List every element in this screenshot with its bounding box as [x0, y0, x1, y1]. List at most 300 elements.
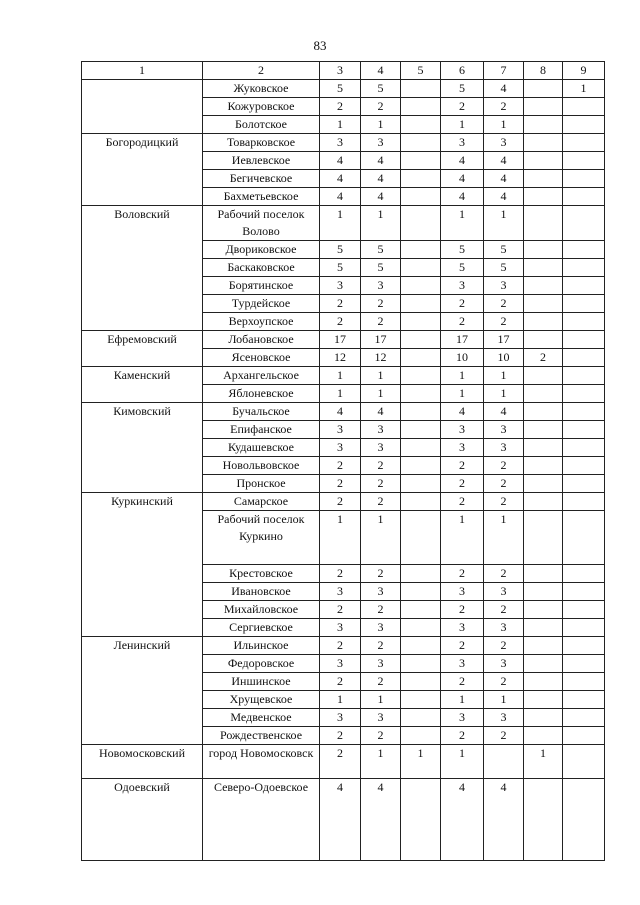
- value-cell: 2: [320, 565, 361, 583]
- value-cell: [563, 709, 605, 727]
- value-cell: [563, 385, 605, 403]
- value-cell: [524, 583, 563, 601]
- page-number: 83: [313, 38, 327, 53]
- value-cell: [401, 277, 441, 295]
- locality-cell: Сергиевское: [203, 619, 320, 637]
- table-row: [82, 601, 605, 619]
- value-cell: 1: [441, 385, 484, 403]
- value-cell: 1: [320, 116, 361, 134]
- locality-cell: Яблоневское: [203, 385, 320, 403]
- district-cell: [82, 511, 203, 565]
- value-cell: [401, 152, 441, 170]
- value-cell: 3: [361, 134, 401, 152]
- column-header: 8: [524, 62, 563, 80]
- locality-cell: город Новомосковск: [203, 745, 320, 779]
- value-cell: [401, 295, 441, 313]
- value-cell: 5: [320, 259, 361, 277]
- value-cell: 17: [320, 331, 361, 349]
- value-cell: 1: [441, 206, 484, 241]
- value-cell: 17: [441, 331, 484, 349]
- district-cell: Богородицкий: [82, 134, 203, 152]
- value-cell: [401, 779, 441, 861]
- value-cell: [563, 134, 605, 152]
- district-cell: [82, 277, 203, 295]
- value-cell: [563, 116, 605, 134]
- district-cell: Ленинский: [82, 637, 203, 655]
- district-cell: [82, 80, 203, 98]
- value-cell: [563, 439, 605, 457]
- value-cell: 2: [441, 98, 484, 116]
- locality-cell: Самарское: [203, 493, 320, 511]
- locality-cell: Северо-Одоевское: [203, 779, 320, 861]
- value-cell: 1: [361, 745, 401, 779]
- value-cell: [401, 170, 441, 188]
- value-cell: 4: [484, 152, 524, 170]
- locality-cell: Рабочий поселок Куркино: [203, 511, 320, 565]
- value-cell: 1: [484, 116, 524, 134]
- value-cell: 3: [484, 439, 524, 457]
- district-cell: [82, 116, 203, 134]
- locality-cell: Турдейское: [203, 295, 320, 313]
- locality-cell: Хрущевское: [203, 691, 320, 709]
- value-cell: [524, 206, 563, 241]
- locality-cell: Борятинское: [203, 277, 320, 295]
- value-cell: [524, 709, 563, 727]
- value-cell: [524, 134, 563, 152]
- locality-cell: Ивановское: [203, 583, 320, 601]
- value-cell: [563, 331, 605, 349]
- value-cell: 1: [441, 745, 484, 779]
- table-row: [82, 295, 605, 313]
- value-cell: 2: [361, 601, 401, 619]
- value-cell: [524, 170, 563, 188]
- locality-cell: Михайловское: [203, 601, 320, 619]
- value-cell: 1: [441, 691, 484, 709]
- column-header: 9: [563, 62, 605, 80]
- value-cell: [401, 583, 441, 601]
- value-cell: [563, 152, 605, 170]
- table-row: [82, 241, 605, 259]
- value-cell: [401, 134, 441, 152]
- district-cell: [82, 259, 203, 277]
- value-cell: 5: [320, 80, 361, 98]
- locality-cell: Кожуровское: [203, 98, 320, 116]
- locality-cell: Иевлевское: [203, 152, 320, 170]
- value-cell: 2: [361, 457, 401, 475]
- value-cell: 3: [320, 277, 361, 295]
- locality-cell: Ильинское: [203, 637, 320, 655]
- value-cell: [524, 619, 563, 637]
- value-cell: [401, 403, 441, 421]
- district-cell: [82, 349, 203, 367]
- value-cell: 1: [361, 691, 401, 709]
- value-cell: [524, 457, 563, 475]
- value-cell: [401, 331, 441, 349]
- value-cell: [524, 259, 563, 277]
- value-cell: 2: [441, 601, 484, 619]
- value-cell: [563, 779, 605, 861]
- value-cell: [401, 493, 441, 511]
- value-cell: 3: [320, 421, 361, 439]
- value-cell: [524, 367, 563, 385]
- value-cell: 2: [484, 313, 524, 331]
- value-cell: 2: [361, 637, 401, 655]
- value-cell: [524, 313, 563, 331]
- value-cell: 1: [320, 385, 361, 403]
- value-cell: 2: [361, 313, 401, 331]
- value-cell: 3: [361, 619, 401, 637]
- value-cell: [563, 421, 605, 439]
- district-cell: [82, 439, 203, 457]
- value-cell: [524, 601, 563, 619]
- locality-cell: Баскаковское: [203, 259, 320, 277]
- district-cell: [82, 152, 203, 170]
- value-cell: [563, 475, 605, 493]
- table-row: [82, 779, 605, 861]
- value-cell: 10: [484, 349, 524, 367]
- value-cell: 2: [441, 673, 484, 691]
- value-cell: 4: [441, 188, 484, 206]
- value-cell: 2: [361, 727, 401, 745]
- district-cell: [82, 188, 203, 206]
- value-cell: 5: [361, 241, 401, 259]
- table-row: [82, 421, 605, 439]
- locality-cell: Крестовское: [203, 565, 320, 583]
- value-cell: 2: [361, 98, 401, 116]
- value-cell: 2: [320, 745, 361, 779]
- value-cell: [563, 583, 605, 601]
- value-cell: [524, 188, 563, 206]
- value-cell: [563, 727, 605, 745]
- value-cell: [401, 188, 441, 206]
- value-cell: [401, 511, 441, 565]
- locality-cell: Кудашевское: [203, 439, 320, 457]
- value-cell: [401, 349, 441, 367]
- value-cell: 3: [441, 134, 484, 152]
- value-cell: 2: [320, 295, 361, 313]
- value-cell: [524, 403, 563, 421]
- value-cell: [524, 80, 563, 98]
- district-cell: Каменский: [82, 367, 203, 385]
- value-cell: 4: [320, 403, 361, 421]
- value-cell: [401, 475, 441, 493]
- table-row: [82, 313, 605, 331]
- value-cell: [401, 673, 441, 691]
- district-cell: [82, 565, 203, 583]
- value-cell: 3: [441, 583, 484, 601]
- column-header: 6: [441, 62, 484, 80]
- value-cell: 4: [361, 170, 401, 188]
- value-cell: 17: [361, 331, 401, 349]
- locality-cell: Бахметьевское: [203, 188, 320, 206]
- value-cell: [524, 691, 563, 709]
- locality-cell: Верхоупское: [203, 313, 320, 331]
- value-cell: [524, 421, 563, 439]
- value-cell: 5: [320, 241, 361, 259]
- table-row: [82, 637, 605, 655]
- value-cell: 4: [361, 152, 401, 170]
- value-cell: [563, 403, 605, 421]
- value-cell: [563, 277, 605, 295]
- value-cell: [524, 511, 563, 565]
- value-cell: 2: [484, 601, 524, 619]
- value-cell: 3: [361, 709, 401, 727]
- table-row: [82, 206, 605, 241]
- value-cell: 3: [484, 655, 524, 673]
- table-row: [82, 511, 605, 565]
- table-row: [82, 691, 605, 709]
- value-cell: 4: [320, 188, 361, 206]
- table-row: [82, 403, 605, 421]
- column-header: 2: [203, 62, 320, 80]
- table-row: [82, 134, 605, 152]
- value-cell: 2: [484, 673, 524, 691]
- value-cell: [563, 601, 605, 619]
- value-cell: 2: [484, 457, 524, 475]
- value-cell: [524, 385, 563, 403]
- column-header: 1: [82, 62, 203, 80]
- locality-cell: Епифанское: [203, 421, 320, 439]
- value-cell: [563, 565, 605, 583]
- value-cell: [401, 691, 441, 709]
- value-cell: 1: [361, 385, 401, 403]
- district-cell: [82, 583, 203, 601]
- district-cell: Новомосковский: [82, 745, 203, 779]
- value-cell: 4: [320, 170, 361, 188]
- value-cell: 5: [441, 259, 484, 277]
- value-cell: 1: [320, 367, 361, 385]
- district-cell: Кимовский: [82, 403, 203, 421]
- column-header: 4: [361, 62, 401, 80]
- value-cell: [563, 295, 605, 313]
- value-cell: [524, 241, 563, 259]
- value-cell: [563, 313, 605, 331]
- value-cell: 2: [320, 475, 361, 493]
- value-cell: [524, 655, 563, 673]
- value-cell: 2: [441, 637, 484, 655]
- district-cell: Куркинский: [82, 493, 203, 511]
- table-row: [82, 385, 605, 403]
- locality-cell: Рождественское: [203, 727, 320, 745]
- locality-cell: Болотское: [203, 116, 320, 134]
- value-cell: 2: [361, 475, 401, 493]
- value-cell: 2: [441, 727, 484, 745]
- value-cell: [563, 241, 605, 259]
- value-cell: 3: [320, 439, 361, 457]
- value-cell: 3: [320, 583, 361, 601]
- value-cell: [563, 259, 605, 277]
- value-cell: 2: [361, 565, 401, 583]
- locality-cell: Федоровское: [203, 655, 320, 673]
- locality-cell: Товарковское: [203, 134, 320, 152]
- value-cell: 2: [484, 637, 524, 655]
- value-cell: [563, 745, 605, 779]
- value-cell: [401, 727, 441, 745]
- value-cell: 5: [484, 241, 524, 259]
- value-cell: 2: [484, 565, 524, 583]
- value-cell: 17: [484, 331, 524, 349]
- value-cell: 4: [441, 779, 484, 861]
- value-cell: 4: [320, 779, 361, 861]
- table-row: [82, 673, 605, 691]
- value-cell: 2: [320, 637, 361, 655]
- value-cell: [524, 98, 563, 116]
- district-cell: [82, 170, 203, 188]
- district-cell: [82, 475, 203, 493]
- value-cell: [401, 619, 441, 637]
- value-cell: 1: [484, 367, 524, 385]
- value-cell: [401, 421, 441, 439]
- district-cell: Одоевский: [82, 779, 203, 861]
- value-cell: [401, 655, 441, 673]
- value-cell: 3: [320, 619, 361, 637]
- value-cell: 4: [484, 779, 524, 861]
- table-row: [82, 277, 605, 295]
- value-cell: 3: [441, 439, 484, 457]
- value-cell: [563, 691, 605, 709]
- value-cell: 2: [484, 295, 524, 313]
- value-cell: [563, 170, 605, 188]
- district-cell: [82, 727, 203, 745]
- value-cell: 1: [320, 511, 361, 565]
- value-cell: [401, 601, 441, 619]
- district-cell: [82, 241, 203, 259]
- value-cell: 2: [361, 295, 401, 313]
- value-cell: [563, 511, 605, 565]
- value-cell: 1: [320, 206, 361, 241]
- value-cell: 2: [441, 493, 484, 511]
- value-cell: 3: [484, 134, 524, 152]
- value-cell: 5: [441, 241, 484, 259]
- value-cell: 3: [361, 439, 401, 457]
- table-row: [82, 116, 605, 134]
- value-cell: [401, 116, 441, 134]
- value-cell: 2: [484, 493, 524, 511]
- column-header: 7: [484, 62, 524, 80]
- value-cell: [524, 637, 563, 655]
- value-cell: [401, 241, 441, 259]
- value-cell: 4: [441, 403, 484, 421]
- value-cell: [401, 565, 441, 583]
- value-cell: [524, 331, 563, 349]
- value-cell: [524, 779, 563, 861]
- value-cell: 1: [401, 745, 441, 779]
- locality-cell: Рабочий поселок Волово: [203, 206, 320, 241]
- value-cell: [524, 116, 563, 134]
- value-cell: 2: [484, 98, 524, 116]
- district-cell: [82, 457, 203, 475]
- value-cell: [401, 637, 441, 655]
- value-cell: 3: [484, 709, 524, 727]
- value-cell: 5: [484, 259, 524, 277]
- value-cell: [484, 745, 524, 779]
- table-row: [82, 98, 605, 116]
- table-row: [82, 745, 605, 779]
- district-cell: [82, 313, 203, 331]
- value-cell: [563, 98, 605, 116]
- value-cell: 2: [320, 727, 361, 745]
- value-cell: [524, 295, 563, 313]
- value-cell: 2: [361, 673, 401, 691]
- column-header: 3: [320, 62, 361, 80]
- district-cell: [82, 673, 203, 691]
- value-cell: 2: [441, 475, 484, 493]
- value-cell: [524, 493, 563, 511]
- value-cell: [401, 367, 441, 385]
- district-cell: [82, 421, 203, 439]
- value-cell: [524, 565, 563, 583]
- locality-cell: Бучальское: [203, 403, 320, 421]
- locality-cell: Двориковское: [203, 241, 320, 259]
- table-row: [82, 331, 605, 349]
- table-row: [82, 152, 605, 170]
- locality-cell: Ясеновское: [203, 349, 320, 367]
- value-cell: 3: [441, 421, 484, 439]
- value-cell: [401, 259, 441, 277]
- value-cell: 2: [320, 457, 361, 475]
- value-cell: 2: [484, 475, 524, 493]
- table-row: [82, 439, 605, 457]
- value-cell: [524, 727, 563, 745]
- value-cell: [401, 457, 441, 475]
- locality-cell: Пронское: [203, 475, 320, 493]
- value-cell: 1: [484, 691, 524, 709]
- value-cell: 12: [361, 349, 401, 367]
- table-row: [82, 349, 605, 367]
- value-cell: [563, 457, 605, 475]
- value-cell: 2: [320, 673, 361, 691]
- value-cell: 4: [484, 170, 524, 188]
- value-cell: [524, 673, 563, 691]
- value-cell: 3: [361, 655, 401, 673]
- value-cell: [563, 619, 605, 637]
- value-cell: [563, 206, 605, 241]
- value-cell: 3: [441, 619, 484, 637]
- table-row: [82, 170, 605, 188]
- table-row: [82, 80, 605, 98]
- value-cell: [401, 439, 441, 457]
- district-cell: [82, 98, 203, 116]
- district-cell: Ефремовский: [82, 331, 203, 349]
- value-cell: [563, 493, 605, 511]
- locality-cell: Новольвовское: [203, 457, 320, 475]
- value-cell: [524, 277, 563, 295]
- table-row: [82, 367, 605, 385]
- table-row: [82, 619, 605, 637]
- district-cell: [82, 295, 203, 313]
- value-cell: 1: [441, 511, 484, 565]
- value-cell: [524, 152, 563, 170]
- locality-cell: Жуковское: [203, 80, 320, 98]
- value-cell: [563, 673, 605, 691]
- table-row: [82, 188, 605, 206]
- value-cell: 2: [524, 349, 563, 367]
- value-cell: 4: [441, 152, 484, 170]
- value-cell: 4: [484, 403, 524, 421]
- value-cell: [524, 475, 563, 493]
- value-cell: [401, 313, 441, 331]
- locality-cell: Архангельское: [203, 367, 320, 385]
- value-cell: 3: [441, 655, 484, 673]
- value-cell: 3: [361, 277, 401, 295]
- value-cell: 2: [441, 457, 484, 475]
- value-cell: 3: [484, 583, 524, 601]
- value-cell: 4: [441, 170, 484, 188]
- value-cell: [563, 367, 605, 385]
- value-cell: 3: [484, 619, 524, 637]
- table-row: [82, 475, 605, 493]
- value-cell: 2: [320, 313, 361, 331]
